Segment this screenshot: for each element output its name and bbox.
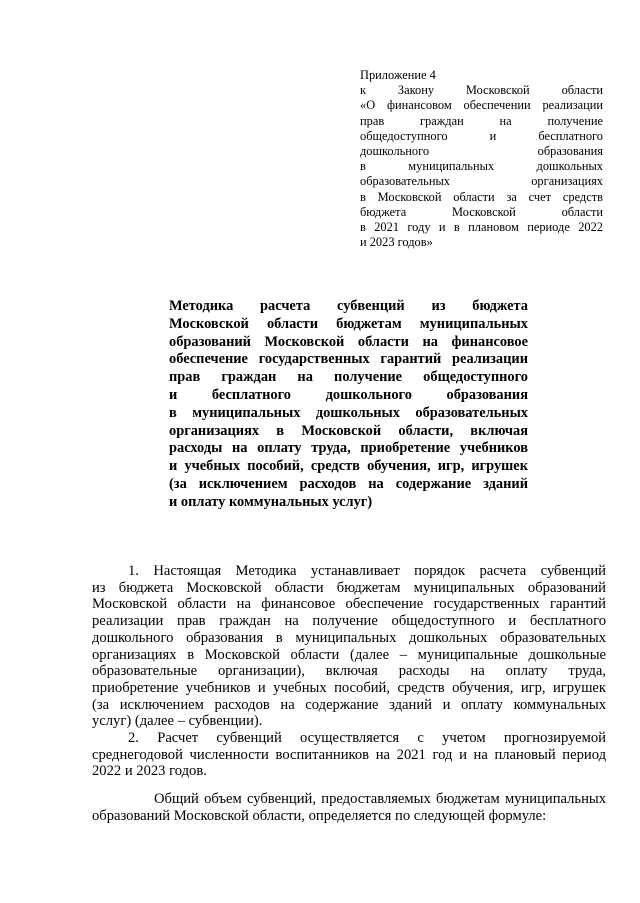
title-line: в муниципальных дошкольных образовательных — [169, 404, 528, 421]
document-title — [169, 298, 528, 512]
title-line: и учебных пособий, средств обучения, игр, игрушек — [169, 458, 528, 475]
title-line: (за исключением расходов на содержание зданий — [169, 475, 528, 492]
appendix-line: дошкольного образования — [360, 144, 603, 159]
appendix-line: образовательных организациях — [360, 174, 603, 189]
body-line: среднегодовой численности воспитанников на 2021 год и на плановый период — [92, 746, 606, 763]
title-line: и оплату коммунальных услуг) — [169, 493, 373, 510]
title-line: организациях в Московской области, включая — [169, 422, 528, 439]
appendix-line: в 2021 году и в плановом периоде 2022 — [360, 220, 603, 235]
title-line: Московской области бюджетам муниципальных — [169, 315, 528, 332]
body-line: приобретение учебников и учебных пособий, средств обучения, игр, игрушек — [92, 679, 606, 696]
appendix-header — [360, 68, 603, 250]
title-line: обеспечение государственных гарантий реализации — [169, 351, 528, 368]
appendix-line: Приложение 4 — [360, 68, 436, 82]
title-line: Методика расчета субвенций из бюджета — [169, 298, 528, 314]
document-body — [92, 563, 606, 825]
body-line: реализации прав граждан на получение общедоступного и бесплатного — [92, 613, 606, 630]
body-line: образований Московской области, определяется по следующей формуле: — [92, 807, 547, 824]
appendix-line: к Закону Московской области — [360, 83, 603, 98]
appendix-line: бюджета Московской области — [360, 204, 603, 219]
title-line: образований Московской области на финансовое — [169, 333, 528, 350]
paragraph-1 — [92, 563, 606, 730]
body-line: Московской области на финансовое обеспечение государственных гарантий — [92, 596, 606, 613]
title-line: прав граждан на получение общедоступного — [169, 369, 528, 386]
body-line: Общий объем субвенций, предоставляемых бюджетам муниципальных — [154, 791, 606, 808]
body-line: из бюджета Московской области бюджетам муниципальных образований — [92, 579, 606, 596]
body-line: услуг) (далее – субвенции). — [92, 713, 263, 730]
appendix-line: общедоступного и бесплатного — [360, 128, 603, 143]
title-line: расходы на оплату труда, приобретение учебников — [169, 440, 528, 457]
body-line: 2. Расчет субвенций осуществляется с учетом прогнозируемой — [128, 730, 606, 747]
paragraph-gap — [92, 780, 606, 791]
paragraph-2 — [92, 730, 606, 780]
appendix-line: прав граждан на получение — [360, 113, 603, 128]
body-line: (за исключением расходов на содержание зданий и оплату коммунальных — [92, 696, 606, 713]
body-line: 2022 и 2023 годов. — [92, 763, 207, 780]
appendix-line: в муниципальных дошкольных — [360, 159, 603, 174]
body-line: дошкольного образования в муниципальных дошкольных образовательных — [92, 629, 606, 646]
appendix-line: «О финансовом обеспечении реализации — [360, 98, 603, 113]
appendix-line: и 2023 годов» — [360, 235, 433, 250]
paragraph-3 — [92, 791, 606, 824]
title-line: и бесплатного дошкольного образования — [169, 386, 528, 403]
body-line: 1. Настоящая Методика устанавливает порядок расчета субвенций — [128, 563, 606, 579]
body-line: организациях в Московской области (далее – муниципальные дошкольные — [92, 646, 606, 663]
appendix-line: в Московской области за счет средств — [360, 189, 603, 204]
body-line: образовательные организации), включая расходы на оплату труда, — [92, 663, 606, 680]
